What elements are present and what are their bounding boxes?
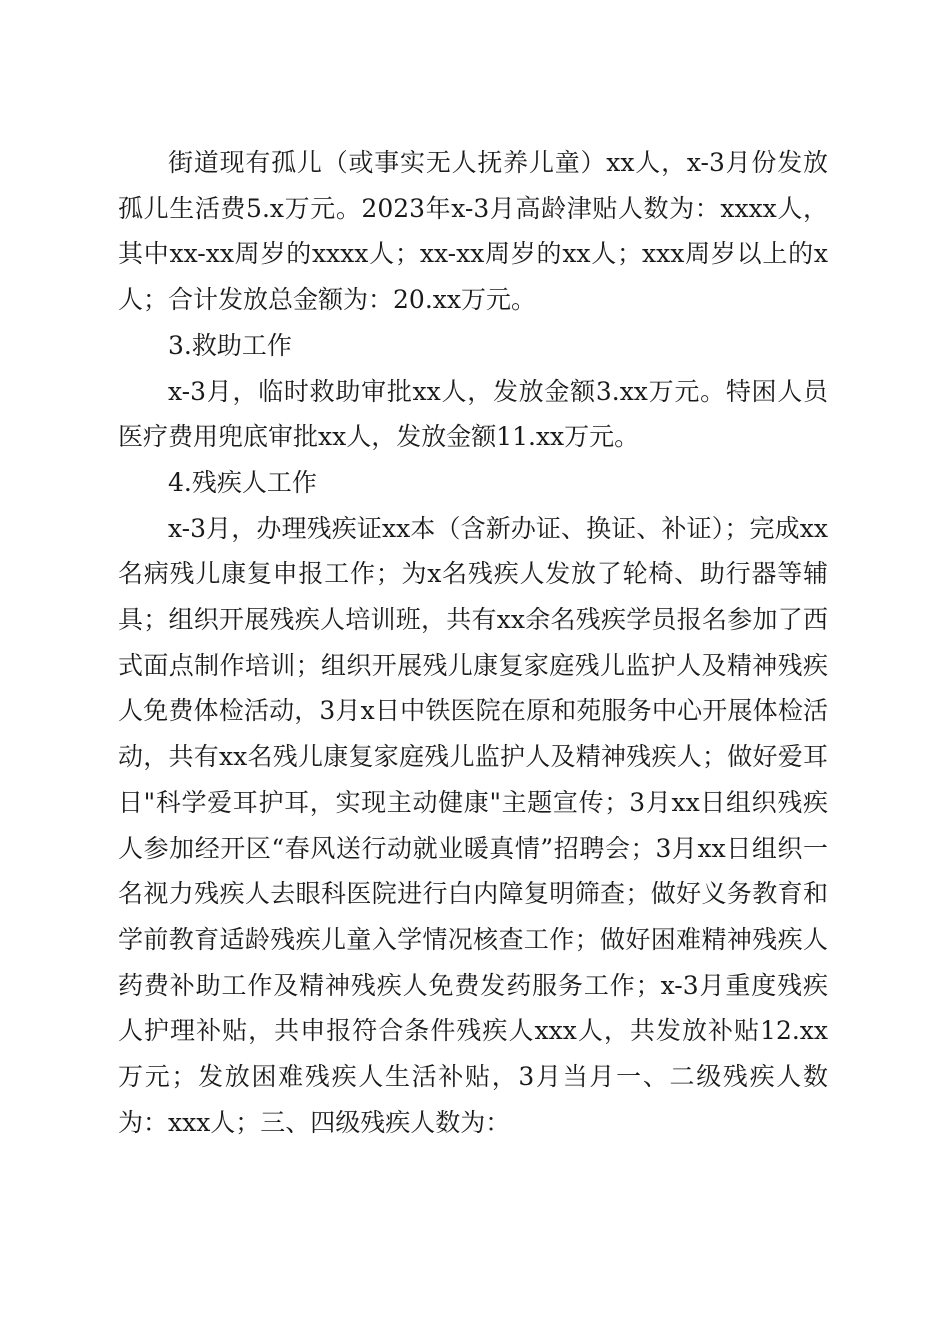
section-heading-disabled-persons-work: 4.残疾人工作 (168, 467, 317, 497)
paragraph-orphan-and-elderly-subsidy: 街道现有孤儿（或事实无人抚养儿童）xx人，x-3月份发放孤儿生活费5.x万元。2023年x-3月高龄津贴人数为：xxxx人，其中xx-xx周岁的xxxx人；xx-xx周岁的xx人；xxx周岁以上的x人；合计发放总金额为：20.xx万元。 (118, 148, 828, 315)
section-heading-relief-work: 3.救助工作 (168, 330, 292, 360)
paragraph-disabled-persons-work: x-3月，办理残疾证xx本（含新办证、换证、补证）；完成xx名病残儿康复申报工作；为x名残疾人发放了轮椅、助行器等辅具；组织开展残疾人培训班，共有xx余名残疾学员报名参加了西式面点制作培训；组织开展残儿康复家庭残儿监护人及精神残疾人免费体检活动，3月x日中铁医院在原和苑服务中心开展体检活动，共有xx名残儿康复家庭残儿监护人及精神残疾人；做好爱耳日"科学爱耳护耳，实现主动健康"主题宣传；3月xx日组织残疾人参加经开区“春风送行动就业暖真情”招聘会；3月xx日组织一名视力残疾人去眼科医院进行白内障复明筛查；做好义务教育和学前教育适龄残疾儿童入学情况核查工作；做好困难精神残疾人药费补助工作及精神残疾人免费发药服务工作；x-3月重度残疾人护理补贴，共申报符合条件残疾人xxx人，共发放补贴12.xx万元；发放困难残疾人生活补贴，3月当月一、二级残疾人数为：xxx人；三、四级残疾人数为： (118, 513, 828, 1137)
document-body (118, 140, 828, 1145)
paragraph-relief-work: x-3月，临时救助审批xx人，发放金额3.xx万元。特困人员医疗费用兜底审批xx人，发放金额11.xx万元。 (118, 376, 828, 452)
